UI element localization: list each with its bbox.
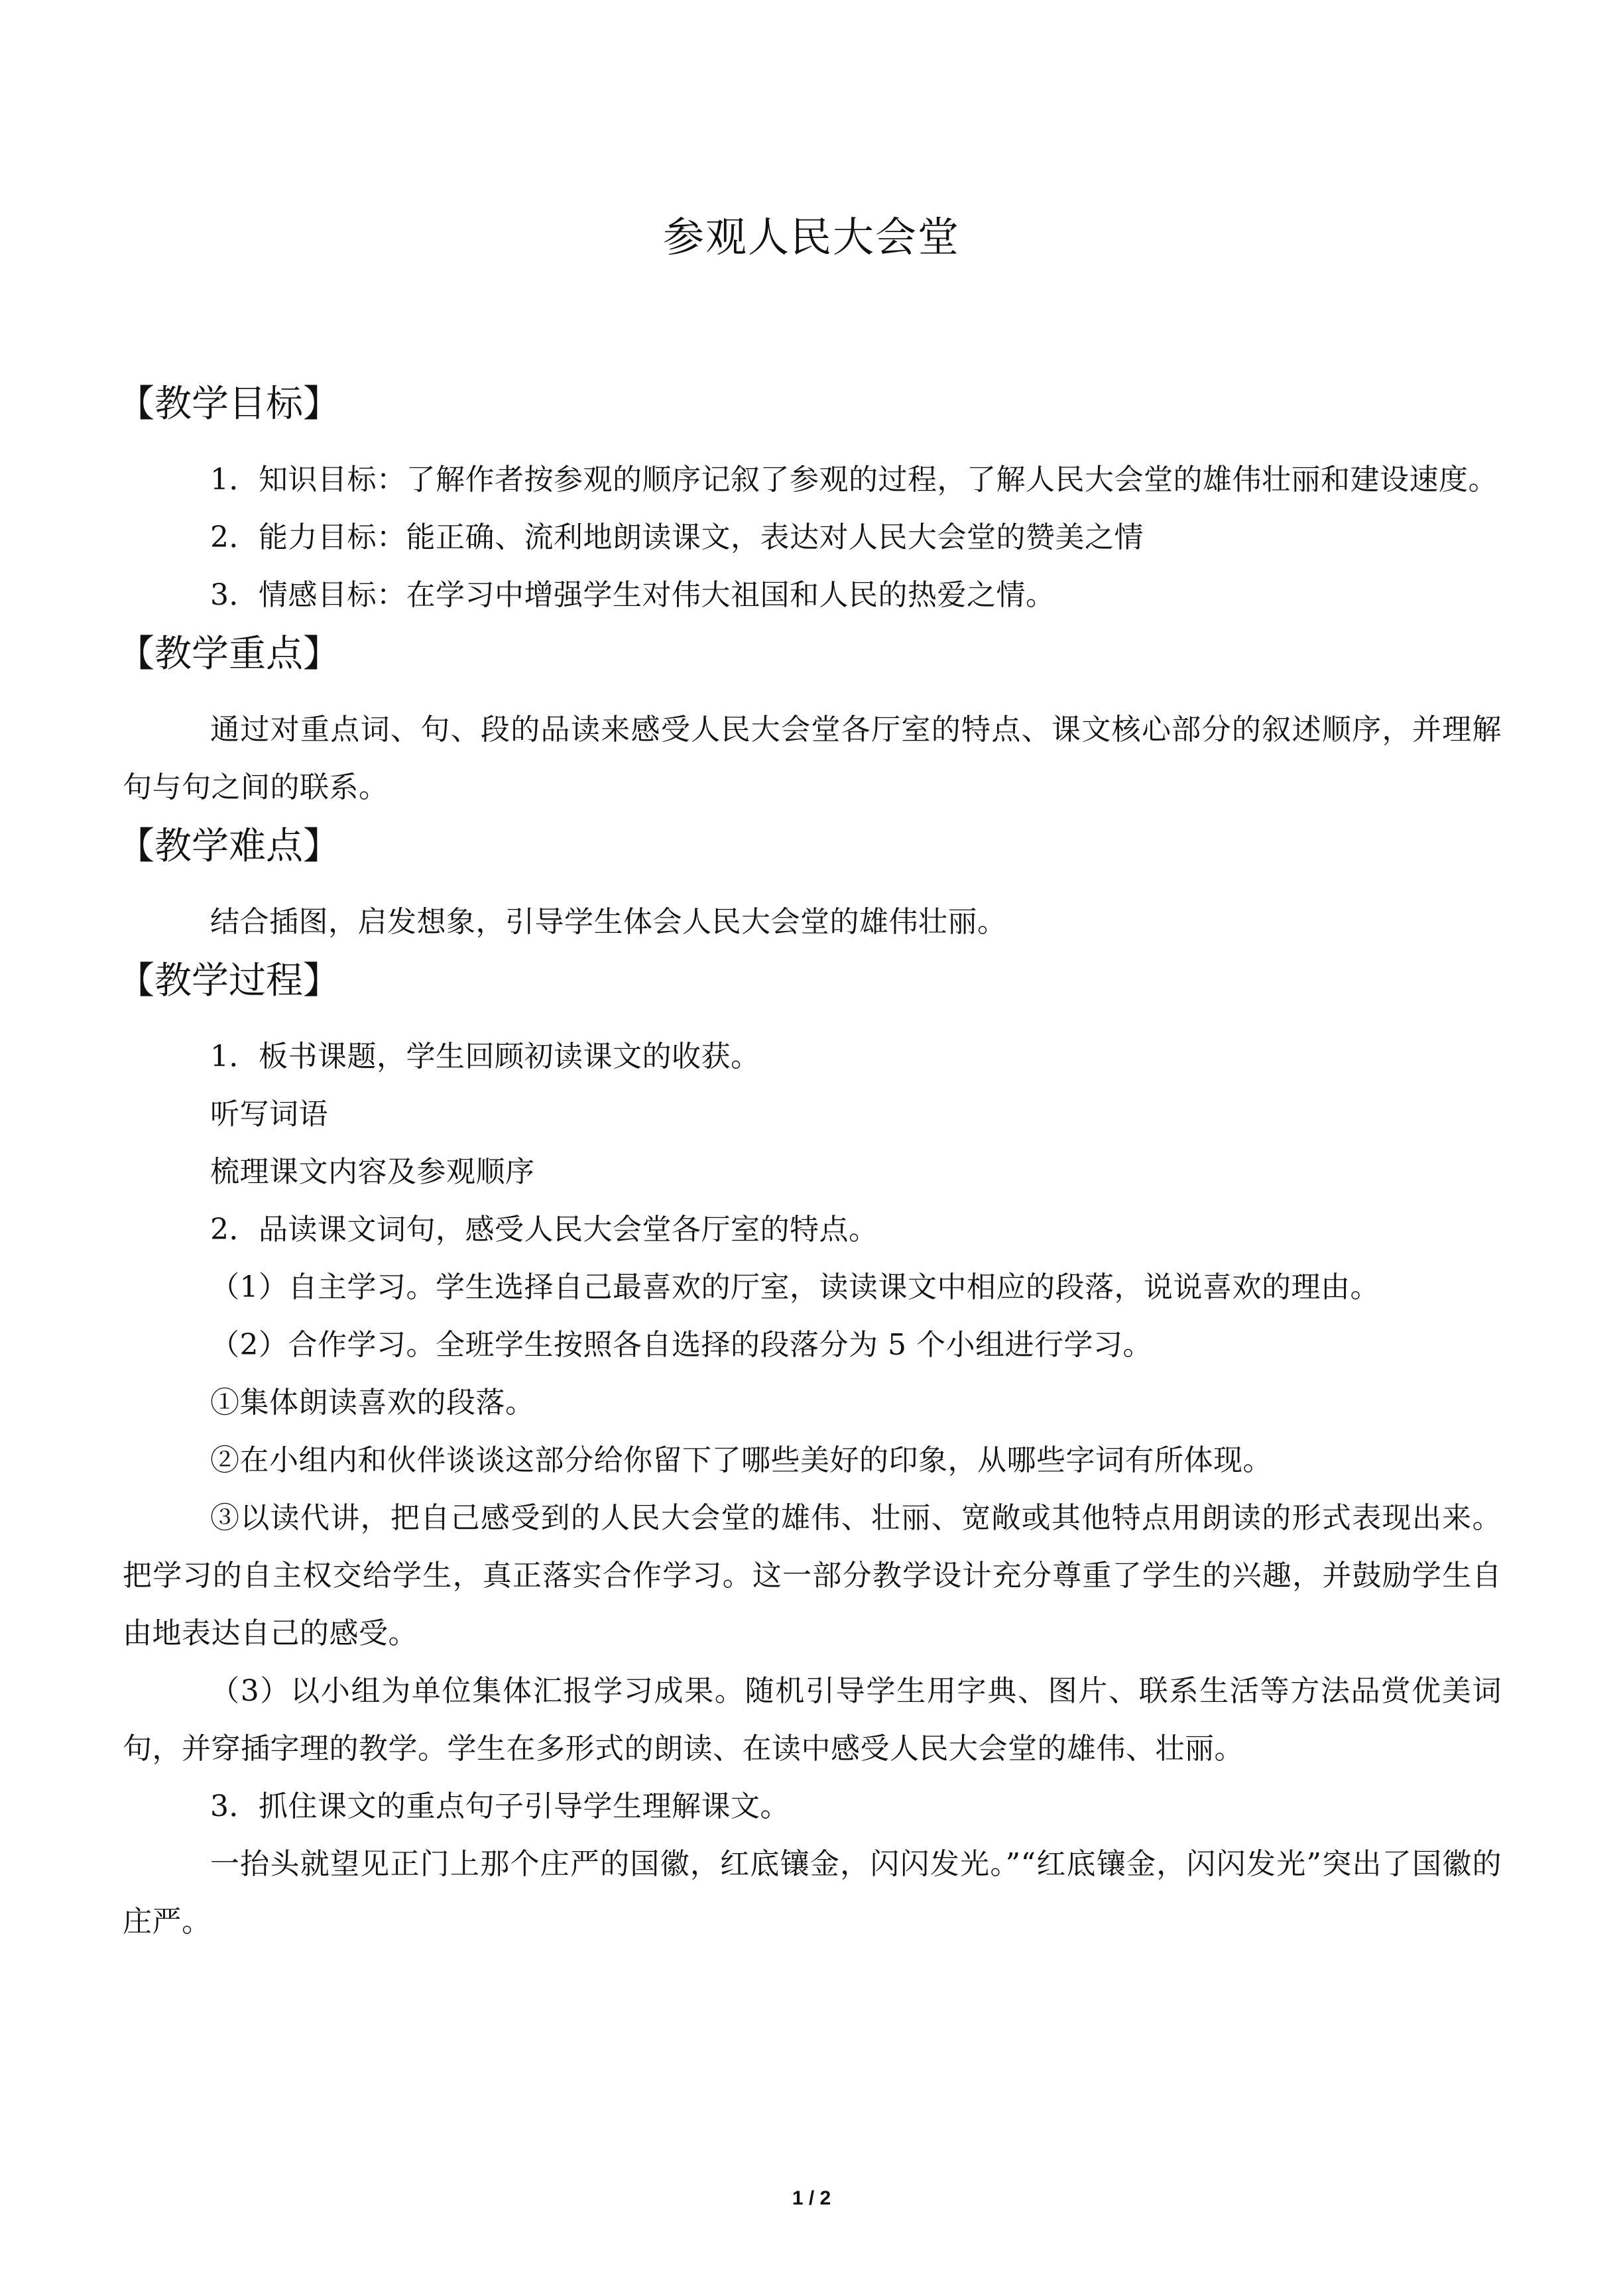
paragraph: 3．抓住课文的重点句子引导学生理解课文。 bbox=[210, 1789, 790, 1823]
paragraph: （2）合作学习。全班学生按照各自选择的段落分为 5 个小组进行学习。 bbox=[210, 1328, 1152, 1362]
paragraph: 通过对重点词、句、段的品读来感受人民大会堂各厅室的特点、课文核心部分的叙述顺序，并理解句与句之间的联系。 bbox=[123, 713, 1502, 804]
paragraph: 听写词语 bbox=[210, 1097, 328, 1131]
paragraph: ②在小组内和伙伴谈谈这部分给你留下了哪些美好的印象，从哪些字词有所体现。 bbox=[210, 1443, 1272, 1477]
section-heading-goals: 【教学目标】 bbox=[117, 383, 340, 426]
section-process bbox=[117, 953, 1502, 1951]
paragraph: 1．知识目标：了解作者按参观的顺序记叙了参观的过程，了解人民大会堂的雄伟壮丽和建设速度。 bbox=[210, 463, 1498, 497]
paragraph: 一抬头就望见正门上那个庄严的国徽，红底镶金，闪闪发光。”“红底镶金，闪闪发光”突出了国徽的庄严。 bbox=[123, 1847, 1502, 1939]
paragraph: （3）以小组为单位集体汇报学习成果。随机引导学生用字典、图片、联系生活等方法品赏优美词句，并穿插字理的教学。学生在多形式的朗读、在读中感受人民大会堂的雄伟、壮丽。 bbox=[123, 1674, 1502, 1766]
page-number: 1 / 2 bbox=[792, 2187, 831, 2209]
paragraph: 2．品读课文词句，感受人民大会堂各厅室的特点。 bbox=[210, 1213, 878, 1246]
section-difficulties bbox=[117, 819, 1502, 951]
paragraph: （1）自主学习。学生选择自己最喜欢的厅室，读读课文中相应的段落，说说喜欢的理由。 bbox=[210, 1270, 1380, 1304]
section-heading-difficulties: 【教学难点】 bbox=[117, 825, 340, 868]
section-goals bbox=[117, 377, 1502, 624]
section-heading-process: 【教学过程】 bbox=[117, 959, 340, 1002]
paragraph: 3．情感目标：在学习中增强学生对伟大祖国和人民的热爱之情。 bbox=[210, 578, 1055, 612]
paragraph: 2．能力目标：能正确、流利地朗读课文，表达对人民大会堂的赞美之情 bbox=[210, 520, 1144, 554]
paragraph: ③以读代讲，把自己感受到的人民大会堂的雄伟、壮丽、宽敞或其他特点用朗读的形式表现出来。把学习的自主权交给学生，真正落实合作学习。这一部分教学设计充分尊重了学生的兴趣，并鼓励学生自由地表达自己的感受。 bbox=[123, 1501, 1502, 1650]
paragraph: 1．板书课题，学生回顾初读课文的收获。 bbox=[210, 1040, 760, 1073]
paragraph: ①集体朗读喜欢的段落。 bbox=[210, 1386, 535, 1420]
paragraph: 结合插图，启发想象，引导学生体会人民大会堂的雄伟壮丽。 bbox=[210, 905, 1007, 939]
section-heading-key-points: 【教学重点】 bbox=[117, 633, 340, 676]
section-key-points bbox=[117, 627, 1502, 816]
paragraph: 梳理课文内容及参观顺序 bbox=[210, 1155, 535, 1189]
document-body bbox=[117, 377, 1502, 1951]
document-title: 参观人民大会堂 bbox=[662, 213, 960, 261]
